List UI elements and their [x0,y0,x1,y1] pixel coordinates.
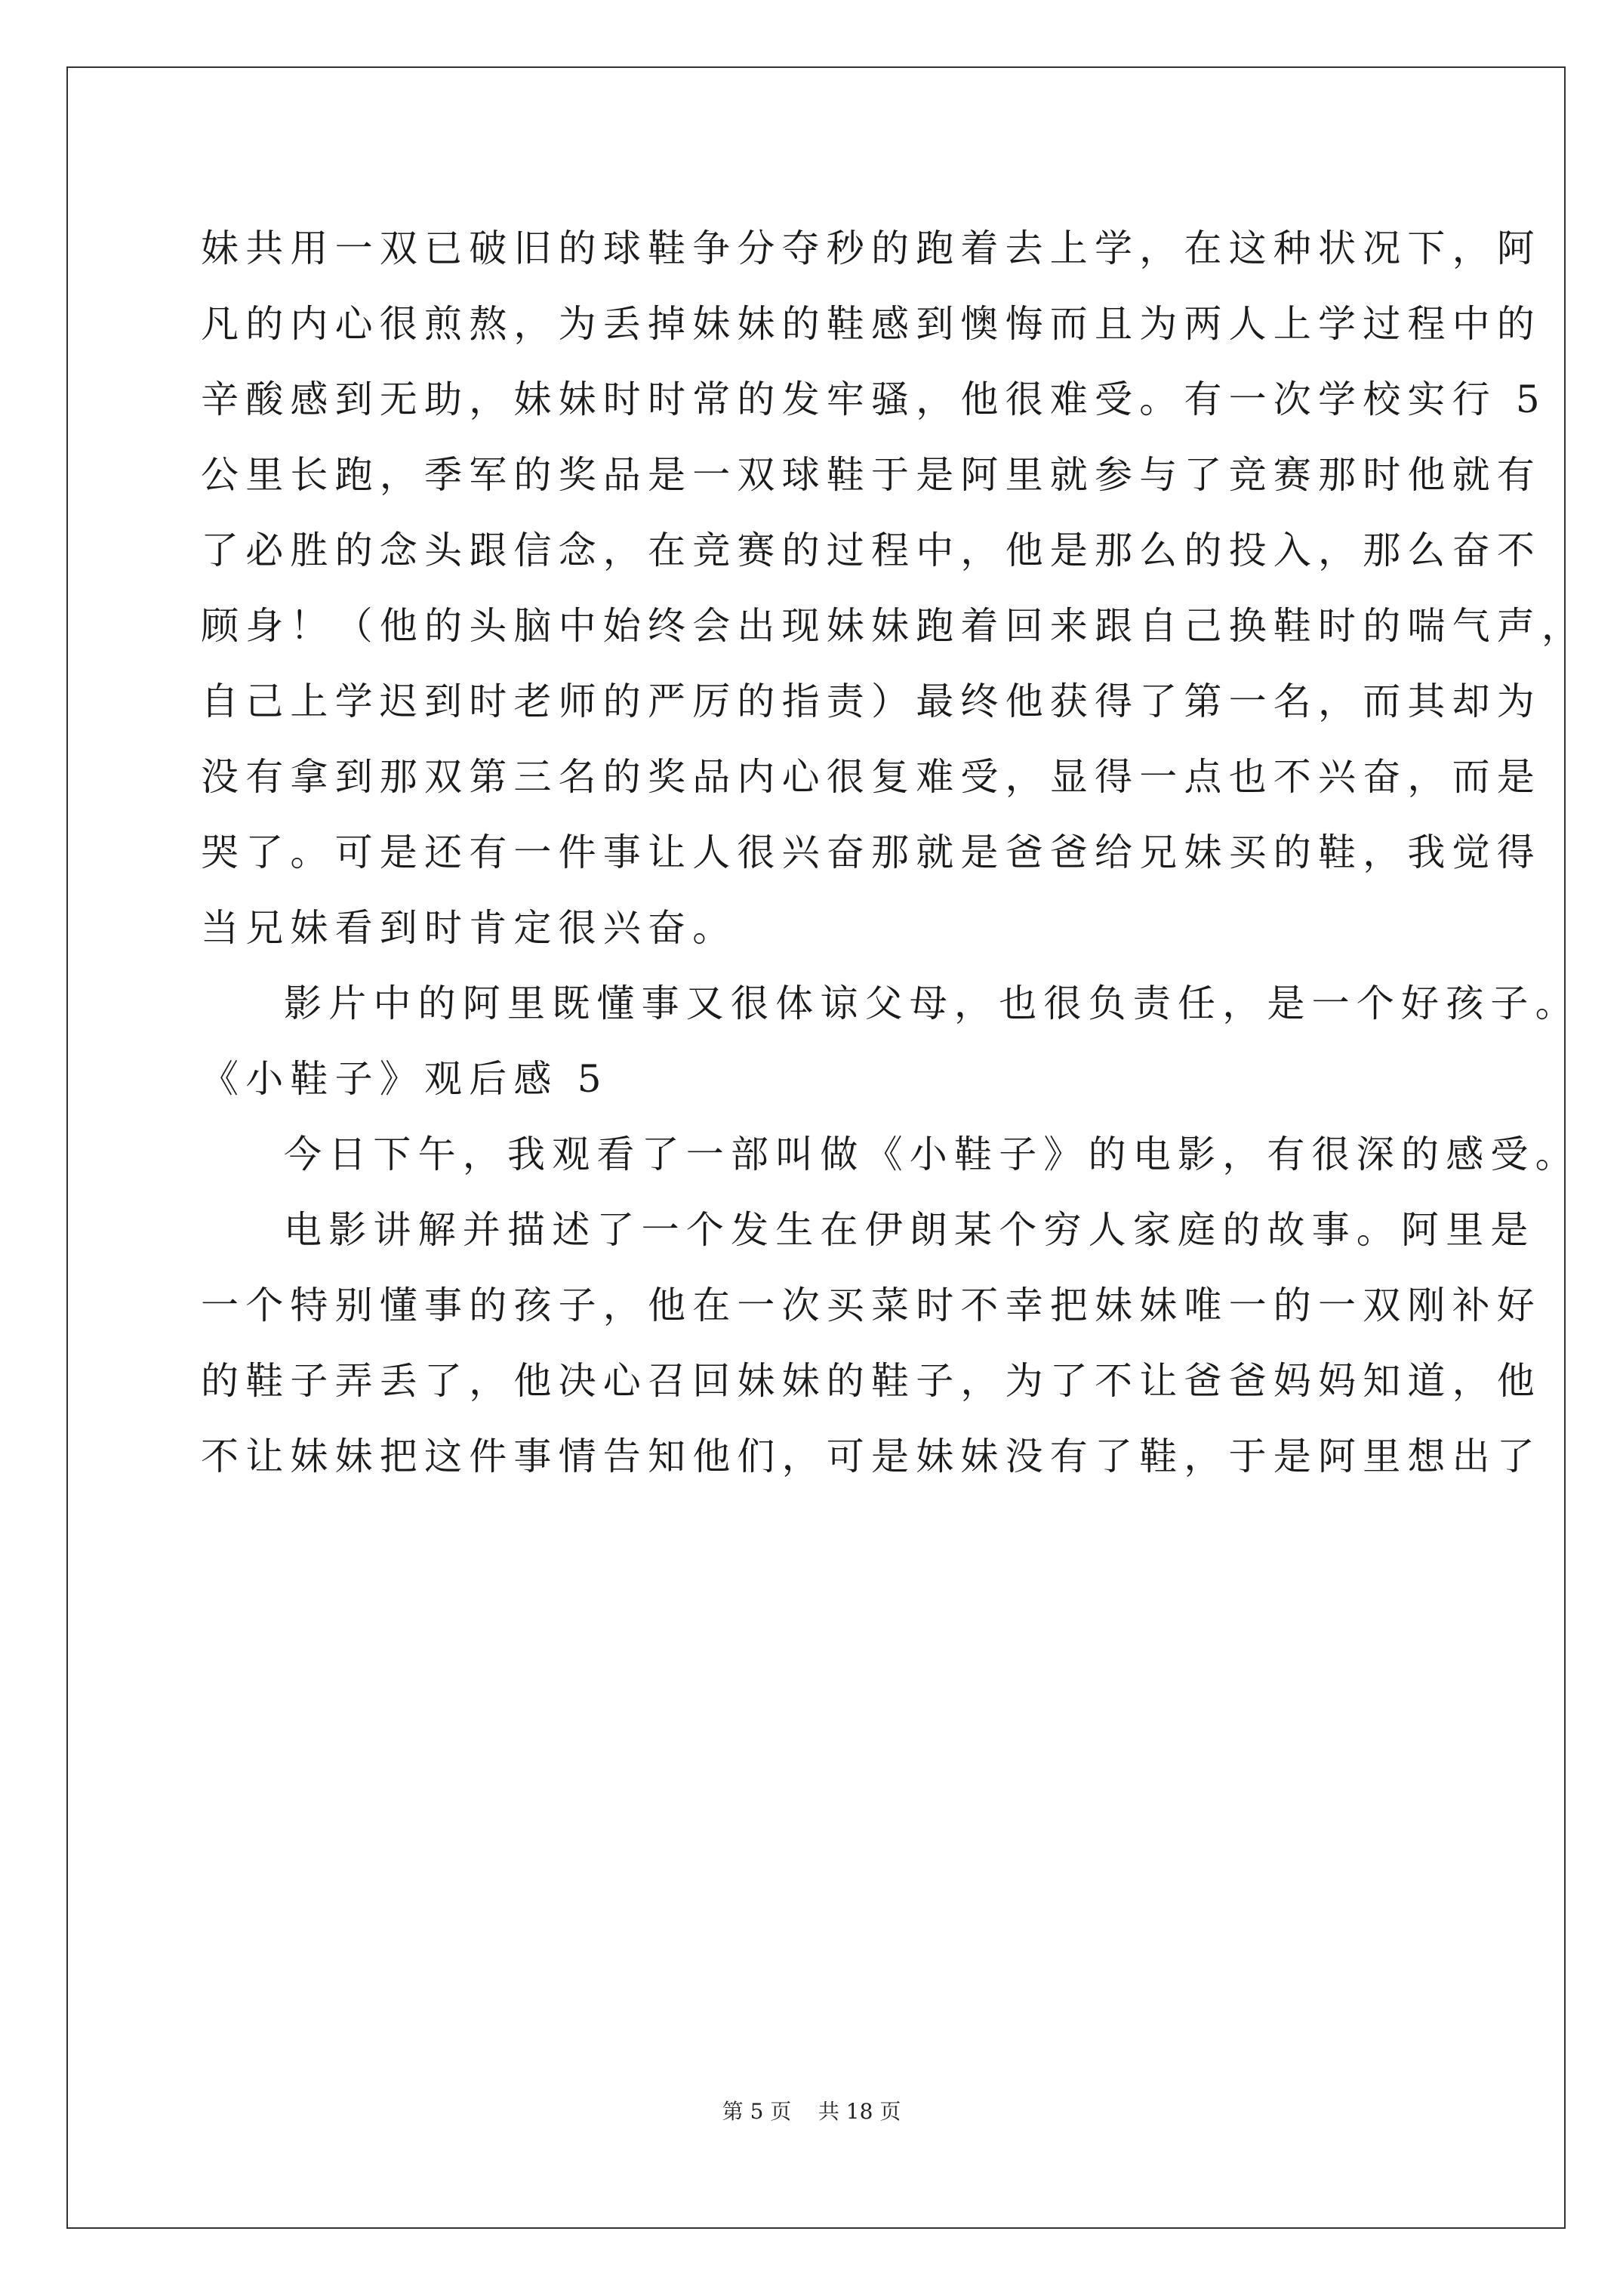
paragraph-first-line: 今日下午，我观看了一部叫做《小鞋子》的电影，有很深的感受。 [284,1133,1580,1176]
page-number: 第 5 页 共 18 页 [722,2099,901,2124]
text-line: 顾身！（他的头脑中始终会出现妹妹跑着回来跟自己换鞋时的喘气声， [201,604,1587,648]
section-heading: 《小鞋子》观后感 5 [201,1057,608,1101]
paragraph-first-line: 电影讲解并描述了一个发生在伊朗某个穷人家庭的故事。阿里是 [284,1208,1535,1252]
text-line: 的鞋子弄丢了，他决心召回妹妹的鞋子，为了不让爸爸妈妈知道，他 [201,1359,1541,1403]
text-line: 没有拿到那双第三名的奖品内心很复难受，显得一点也不兴奋，而是 [201,755,1541,799]
text-line: 公里长跑，季军的奖品是一双球鞋于是阿里就参与了竞赛那时他就有 [201,453,1541,497]
text-line: 不让妹妹把这件事情告知他们，可是妹妹没有了鞋，于是阿里想出了 [201,1435,1541,1478]
text-line: 辛酸感到无助，妹妹时时常的发牢骚，他很难受。有一次学校实行 5 [201,378,1547,421]
text-line: 了必胜的念头跟信念，在竞赛的过程中，他是那么的投入，那么奋不 [201,529,1541,572]
text-line: 凡的内心很煎熬，为丢掉妹妹的鞋感到懊悔而且为两人上学过程中的 [201,302,1541,346]
text-line: 妹共用一双已破旧的球鞋争分夺秒的跑着去上学，在这种状况下，阿 [201,227,1541,270]
text-line: 一个特别懂事的孩子，他在一次买菜时不幸把妹妹唯一的一双刚补好 [201,1284,1541,1327]
paragraph-first-line: 影片中的阿里既懂事又很体谅父母，也很负责任，是一个好孩子。 [284,982,1580,1025]
text-line: 自己上学迟到时老师的严厉的指责）最终他获得了第一名，而其却为 [201,680,1541,723]
text-line: 当兄妹看到时肯定很兴奋。 [201,906,738,950]
text-line: 哭了。可是还有一件事让人很兴奋那就是爸爸给兄妹买的鞋，我觉得 [201,831,1541,874]
